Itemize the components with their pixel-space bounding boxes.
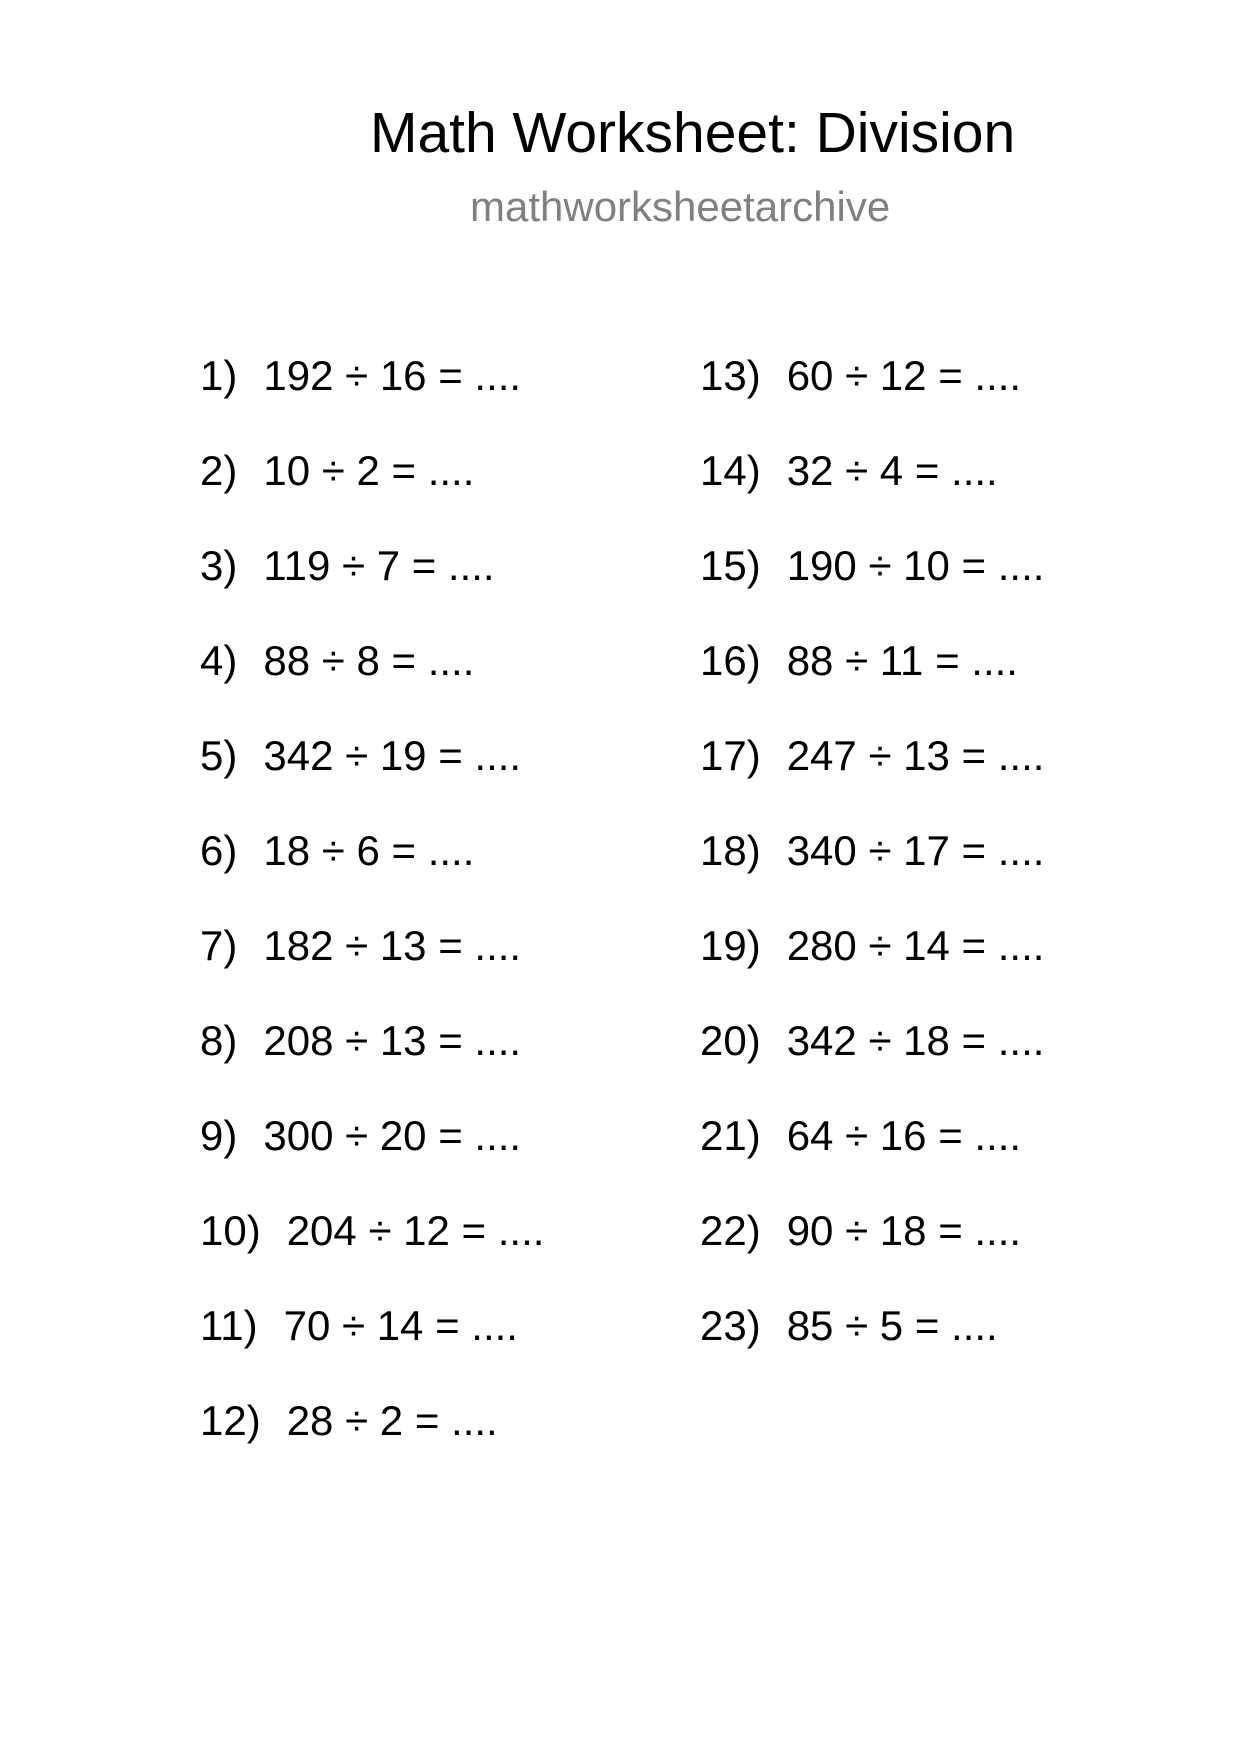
problem-number: 11) bbox=[200, 1302, 258, 1349]
problem-item bbox=[700, 821, 1044, 916]
problem-expression: 70 ÷ 14 = .... bbox=[283, 1302, 518, 1349]
problem-item bbox=[200, 726, 544, 821]
problem-number: 10) bbox=[200, 1207, 261, 1254]
problem-number: 13) bbox=[700, 352, 761, 399]
problem-expression: 64 ÷ 16 = .... bbox=[786, 1112, 1022, 1159]
problem-expression: 208 ÷ 13 = .... bbox=[263, 1017, 522, 1064]
problem-number: 17) bbox=[700, 732, 761, 779]
problem-number: 18) bbox=[700, 827, 761, 874]
problem-expression: 28 ÷ 2 = .... bbox=[286, 1397, 498, 1444]
page-subtitle: mathworksheetarchive bbox=[470, 183, 891, 230]
problem-expression: 88 ÷ 8 = .... bbox=[263, 637, 475, 684]
problem-expression: 90 ÷ 18 = .... bbox=[786, 1207, 1022, 1254]
problem-item bbox=[700, 631, 1044, 726]
page-title: Math Worksheet: Division bbox=[370, 101, 1016, 165]
problem-expression: 280 ÷ 14 = .... bbox=[786, 922, 1045, 969]
problem-item bbox=[200, 1296, 544, 1391]
problem-item bbox=[700, 1106, 1044, 1201]
problem-expression: 342 ÷ 18 = .... bbox=[786, 1017, 1045, 1064]
problem-number: 22) bbox=[700, 1207, 761, 1254]
problem-column-left bbox=[200, 346, 544, 1486]
problem-item bbox=[200, 916, 544, 1011]
problem-item bbox=[700, 1201, 1044, 1296]
problem-number: 21) bbox=[700, 1112, 761, 1159]
problem-number: 2) bbox=[200, 447, 238, 494]
problem-expression: 18 ÷ 6 = .... bbox=[263, 827, 475, 874]
problem-number: 20) bbox=[700, 1017, 761, 1064]
problem-expression: 300 ÷ 20 = .... bbox=[263, 1112, 522, 1159]
problem-item bbox=[700, 441, 1044, 536]
problem-item bbox=[200, 536, 544, 631]
problem-number: 19) bbox=[700, 922, 761, 969]
problem-number: 1) bbox=[200, 352, 238, 399]
problem-item bbox=[200, 1011, 544, 1106]
problem-expression: 32 ÷ 4 = .... bbox=[786, 447, 998, 494]
problem-number: 5) bbox=[200, 732, 238, 779]
problem-item bbox=[700, 1011, 1044, 1106]
problem-number: 8) bbox=[200, 1017, 238, 1064]
problem-number: 7) bbox=[200, 922, 238, 969]
problem-item bbox=[200, 441, 544, 536]
problem-expression: 204 ÷ 12 = .... bbox=[286, 1207, 545, 1254]
problem-number: 12) bbox=[200, 1397, 261, 1444]
problem-item bbox=[200, 1391, 544, 1486]
problem-item bbox=[700, 346, 1044, 441]
problem-item bbox=[200, 1106, 544, 1201]
problem-expression: 190 ÷ 10 = .... bbox=[786, 542, 1045, 589]
problem-expression: 342 ÷ 19 = .... bbox=[263, 732, 522, 779]
problem-number: 9) bbox=[200, 1112, 238, 1159]
problem-number: 3) bbox=[200, 542, 238, 589]
problem-number: 15) bbox=[700, 542, 761, 589]
problem-expression: 119 ÷ 7 = .... bbox=[263, 542, 495, 589]
problem-column-right bbox=[700, 346, 1044, 1391]
problem-number: 23) bbox=[700, 1302, 761, 1349]
problem-expression: 88 ÷ 11 = .... bbox=[786, 637, 1018, 684]
problem-item bbox=[700, 726, 1044, 821]
problem-item bbox=[700, 536, 1044, 631]
problem-item bbox=[700, 1296, 1044, 1391]
problem-item bbox=[200, 346, 544, 441]
problem-number: 4) bbox=[200, 637, 238, 684]
problem-expression: 247 ÷ 13 = .... bbox=[786, 732, 1045, 779]
problem-item bbox=[200, 631, 544, 726]
problem-item bbox=[700, 916, 1044, 1011]
problem-expression: 192 ÷ 16 = .... bbox=[263, 352, 522, 399]
problem-expression: 85 ÷ 5 = .... bbox=[786, 1302, 998, 1349]
problem-item bbox=[200, 821, 544, 916]
problem-expression: 340 ÷ 17 = .... bbox=[786, 827, 1045, 874]
problem-item bbox=[200, 1201, 544, 1296]
problem-number: 6) bbox=[200, 827, 238, 874]
problem-number: 14) bbox=[700, 447, 761, 494]
problem-expression: 182 ÷ 13 = .... bbox=[263, 922, 522, 969]
problem-expression: 10 ÷ 2 = .... bbox=[263, 447, 475, 494]
problem-number: 16) bbox=[700, 637, 761, 684]
problem-expression: 60 ÷ 12 = .... bbox=[786, 352, 1022, 399]
